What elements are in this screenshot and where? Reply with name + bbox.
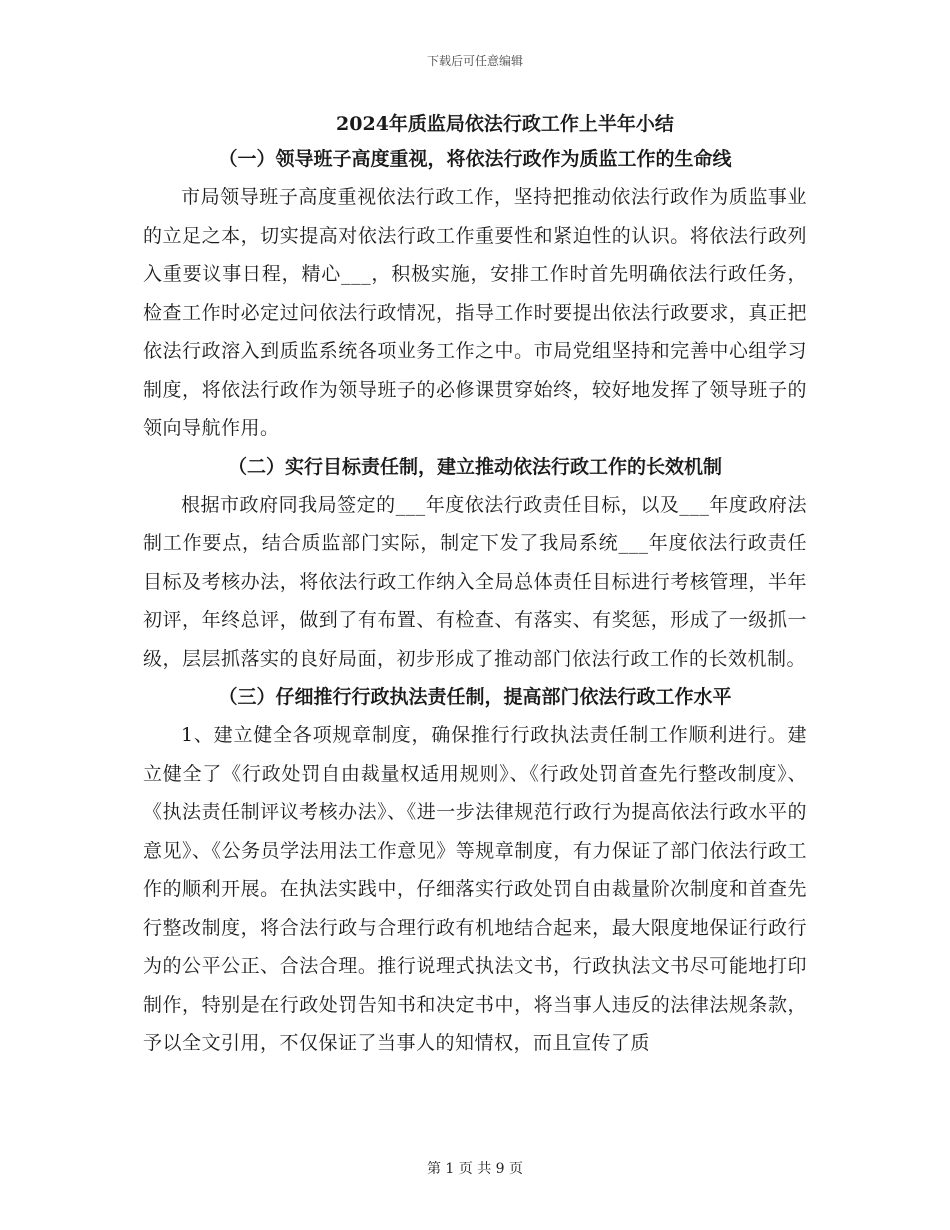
section-heading-1: （一）领导班子高度重视，将依法行政作为质监工作的生命线 (218, 148, 732, 170)
document-body (143, 108, 807, 1063)
section-heading-3: （三）仔细推行行政执法责任制，提高部门依法行政工作水平 (218, 686, 732, 708)
header-note: 下载后可任意编辑 (426, 54, 523, 68)
section-3-paragraph: 1、建立健全各项规章制度，确保推行行政执法责任制工作顺利进行。建立健全了《行政处罚自由裁量权适用规则》、《行政处罚首查先行整改制度》、《执法责任制评议考核办法》、《进一步法律规范行政行为提高依法行政水平的意见》、《公务员学法用法工作意见》等规章制度，有力保证了部门依法行政工作的顺利开展。在执法实践中，仔细落实行政处罚自由裁量阶次制度和首查先行整改制度，将合法行政与合理行政有机地结合起来，最大限度地保证行政行为的公平公正、合法合理。推行说理式执法文书，行政执法文书尽可能地打印制作，特别是在行政处罚告知书和决定书中，将当事人违反的法律法规条款，予以全文引用，不仅保证了当事人的知情权，而且宣传了质 (143, 724, 807, 1054)
section-2-paragraph: 根据市政府同我局签定的___年度依法行政责任目标，以及___年度政府法制工作要点，结合质监部门实际，制定下发了我局系统___年度依法行政责任目标及考核办法，将依法行政工作纳入全局总体责任目标进行考核管理，半年初评，年终总评，做到了有布置、有检查、有落实、有奖惩，形成了一级抓一级，层层抓落实的良好局面，初步形成了推动部门依法行政工作的长效机制。 (143, 493, 807, 670)
section-1-paragraph: 市局领导班子高度重视依法行政工作，坚持把推动依法行政作为质监事业的立足之本，切实提高对依法行政工作重要性和紧迫性的认识。将依法行政列入重要议事日程，精心___，积极实施，安排工作时首先明确依法行政任务，检查工作时必定过问依法行政情况，指导工作时要提出依法行政要求，真正把依法行政溶入到质监系统各项业务工作之中。市局党组坚持和完善中心组学习制度，将依法行政作为领导班子的必修课贯穿始终，较好地发挥了领导班子的领向导航作用。 (143, 186, 807, 439)
section-heading-2: （二）实行目标责任制，建立推动依法行政工作的长效机制 (227, 455, 722, 478)
document-title: 2024年质监局依法行政工作上半年小结 (336, 113, 674, 135)
page-number: 第 1 页 共 9 页 (426, 1161, 524, 1177)
